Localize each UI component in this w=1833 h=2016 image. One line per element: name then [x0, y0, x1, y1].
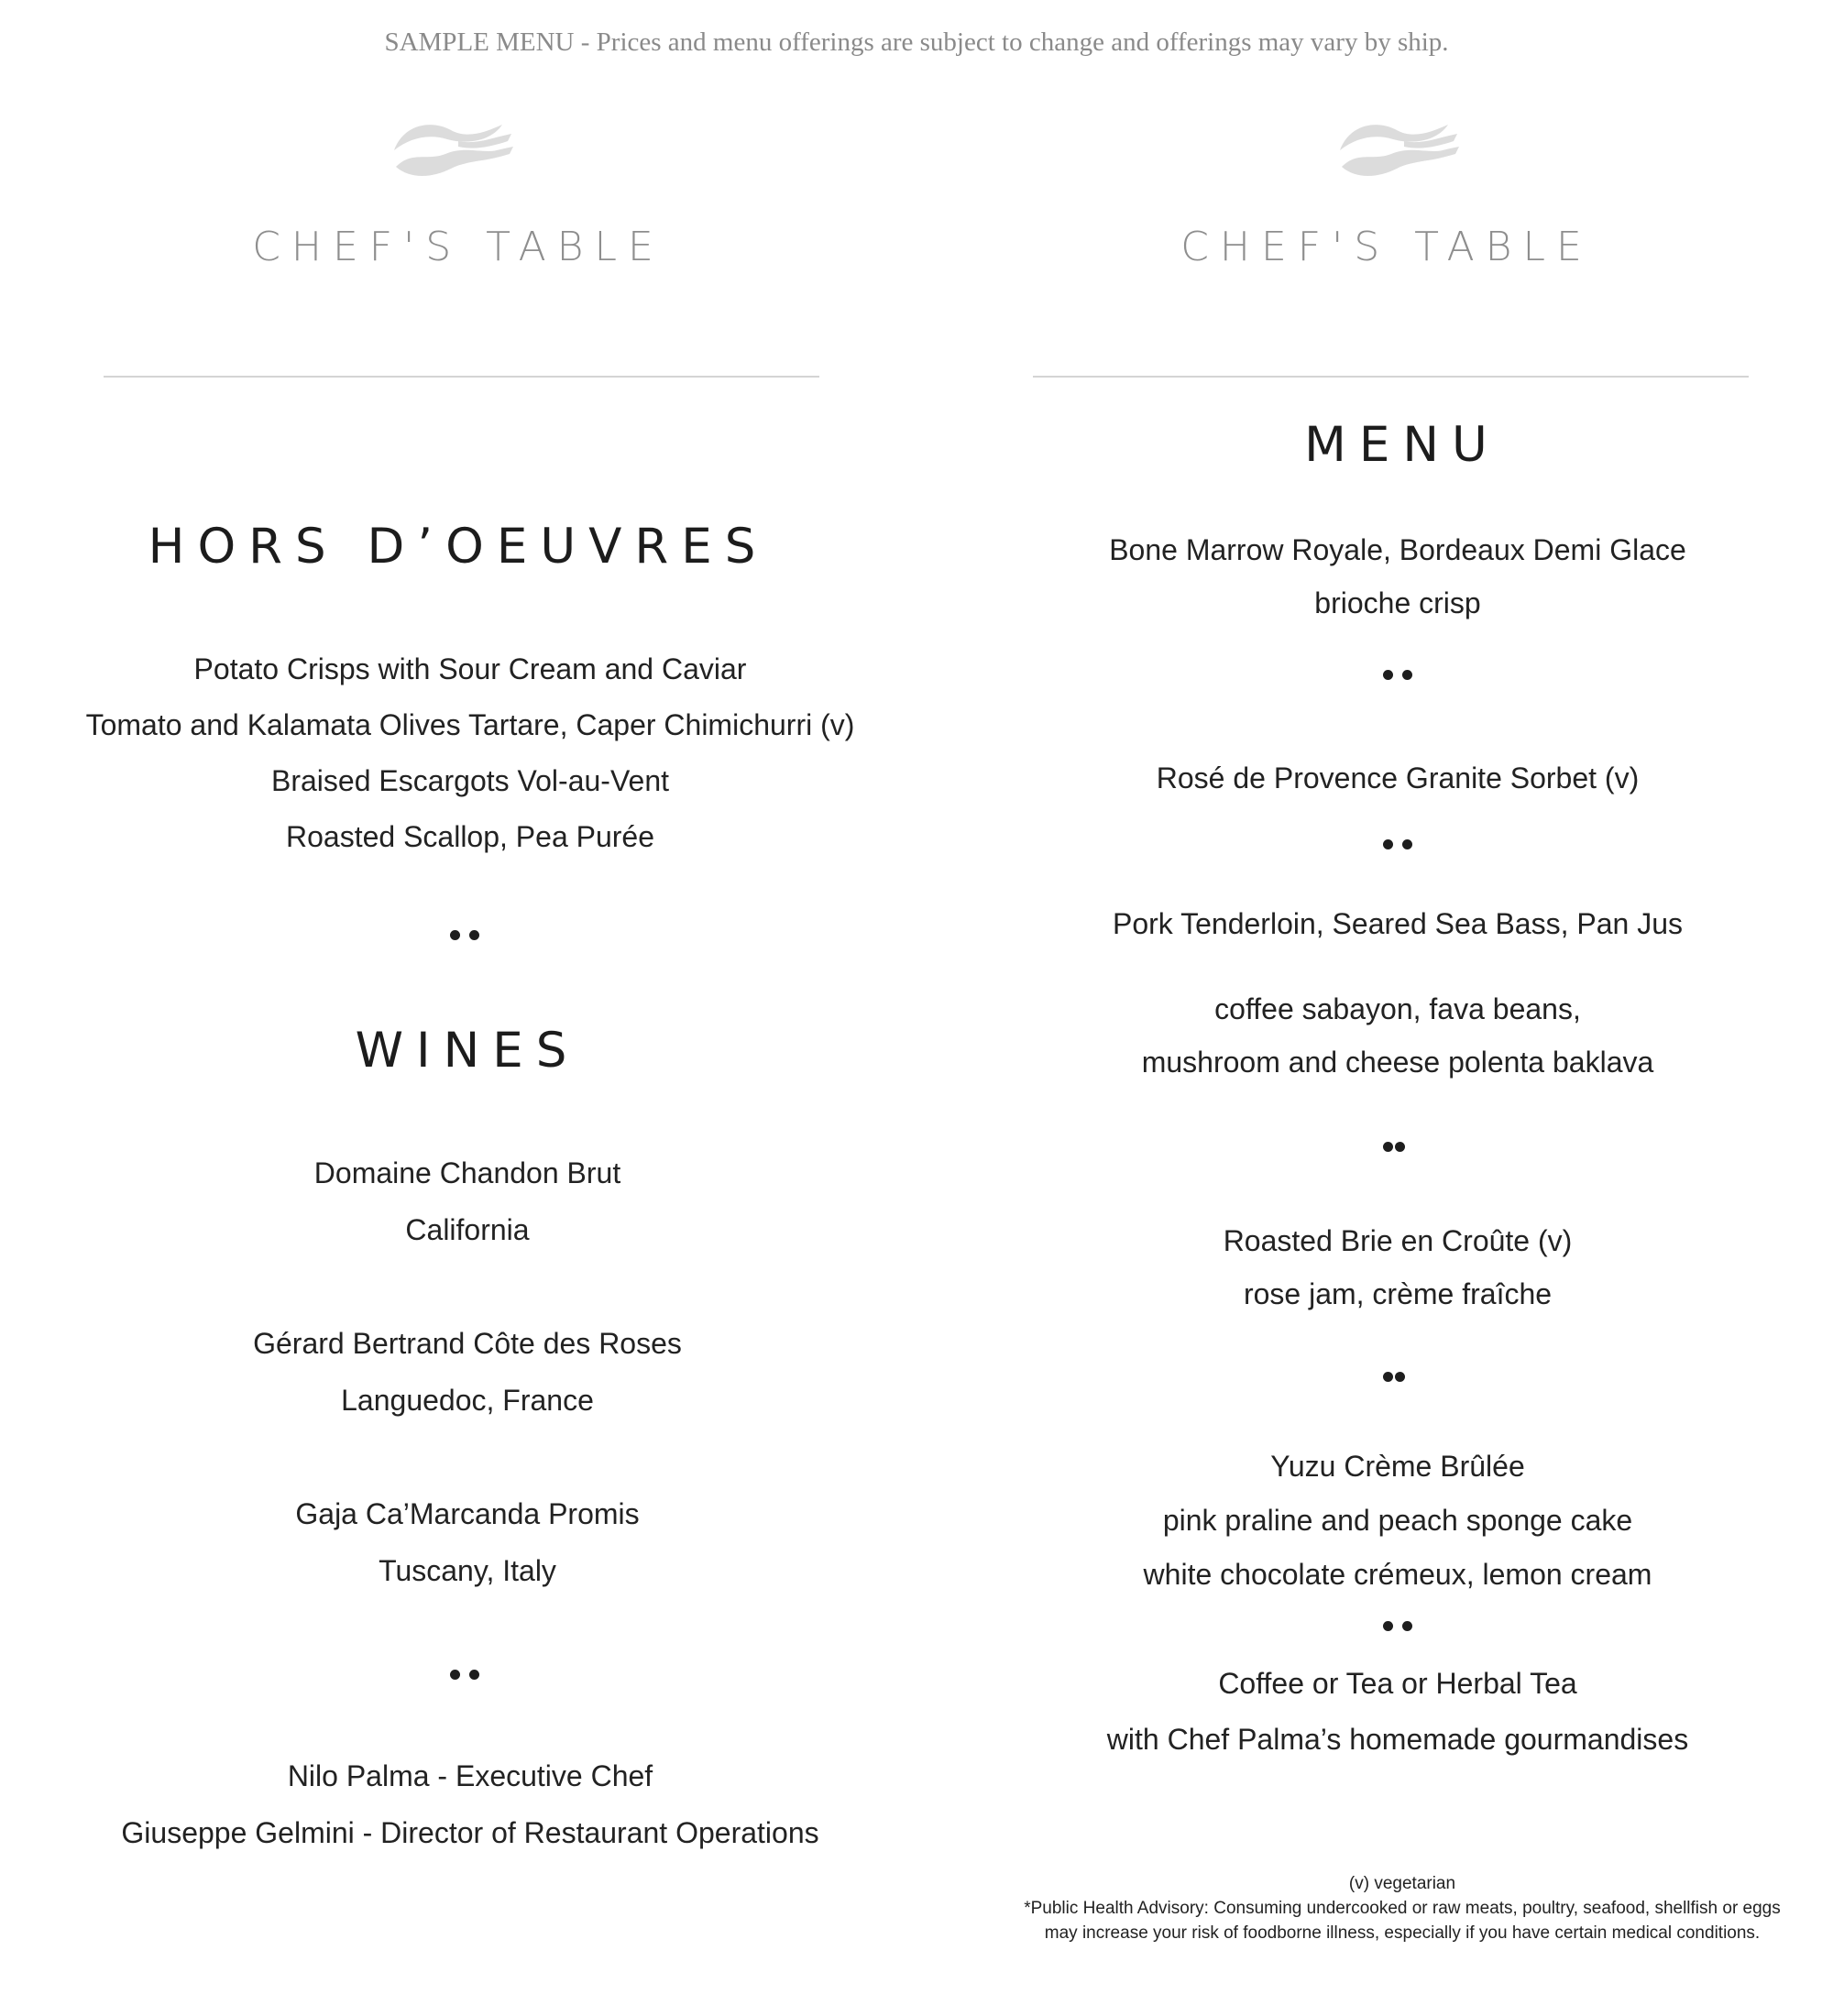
dot-separator — [1306, 837, 1489, 855]
wave-logo-icon — [1336, 114, 1461, 183]
wine-name: Gaja Ca’Marcanda Promis — [295, 1497, 640, 1530]
chefs-table-title-left: CHEF'S TABLE — [252, 224, 664, 270]
staff-director: Giuseppe Gelmini - Director of Restaurant Operations — [121, 1816, 819, 1849]
course-desc: with Chef Palma’s homemade gourmandises — [1106, 1723, 1689, 1756]
health-advisory-line1: *Public Health Advisory: Consuming undercooked or raw meats, poultry, seafood, shellfish or eggs — [1024, 1899, 1781, 1918]
hors-item: Roasted Scallop, Pea Purée — [285, 820, 655, 853]
dot-separator — [1302, 1369, 1486, 1387]
divider-right — [1033, 376, 1749, 378]
sample-menu-disclaimer: SAMPLE MENU - Prices and menu offerings are subject to change and offerings may vary by ship. — [384, 27, 1449, 57]
health-advisory-line2: may increase your risk of foodborne illness, especially if you have certain medical conditions. — [1044, 1923, 1761, 1943]
course-desc: coffee sabayon, fava beans, — [1214, 992, 1581, 1025]
wine-region: Tuscany, Italy — [379, 1554, 556, 1587]
course-desc: brioche crisp — [1314, 586, 1481, 619]
menu-heading: MENU — [1304, 417, 1500, 473]
wine-region: Languedoc, France — [341, 1384, 594, 1417]
wine-name: Domaine Chandon Brut — [313, 1156, 621, 1189]
wine-region: California — [405, 1213, 530, 1246]
hors-doeuvres-list — [12, 641, 928, 865]
hors-item: Tomato and Kalamata Olives Tartare, Caper Chimichurri (v) — [85, 708, 855, 741]
hors-doeuvres-heading: HORS D’OEUVRES — [148, 519, 769, 575]
course-desc: mushroom and cheese polenta baklava — [1141, 1046, 1654, 1079]
dot-separator — [1302, 1139, 1486, 1157]
course-title: Pork Tenderloin, Seared Sea Bass, Pan Jus — [1113, 907, 1683, 940]
course-title: Bone Marrow Royale, Bordeaux Demi Glace — [1109, 533, 1686, 566]
hors-item: Potato Crisps with Sour Cream and Caviar — [193, 652, 747, 685]
wave-logo-icon — [390, 114, 515, 183]
wines-heading: WINES — [355, 1023, 580, 1079]
staff-chef: Nilo Palma - Executive Chef — [287, 1759, 653, 1792]
course-desc: rose jam, crème fraîche — [1243, 1277, 1553, 1310]
wine-name: Gérard Bertrand Côte des Roses — [253, 1327, 682, 1360]
dot-separator — [373, 1667, 556, 1685]
course-desc: white chocolate crémeux, lemon cream — [1143, 1558, 1652, 1591]
dot-separator — [373, 927, 556, 946]
divider-left — [104, 376, 819, 378]
course-title: Roasted Brie en Croûte (v) — [1223, 1224, 1573, 1257]
hors-item: Braised Escargots Vol-au-Vent — [270, 764, 669, 797]
vegetarian-note: (v) vegetarian — [1348, 1874, 1456, 1893]
course-title: Coffee or Tea or Herbal Tea — [1218, 1667, 1577, 1700]
course-desc: pink praline and peach sponge cake — [1162, 1504, 1633, 1537]
course-title: Yuzu Crème Brûlée — [1270, 1450, 1525, 1483]
chefs-table-title-right: CHEF'S TABLE — [1180, 224, 1593, 270]
dot-separator — [1306, 1618, 1489, 1637]
dot-separator — [1306, 667, 1489, 685]
course-title: Rosé de Provence Granite Sorbet (v) — [1156, 761, 1640, 794]
